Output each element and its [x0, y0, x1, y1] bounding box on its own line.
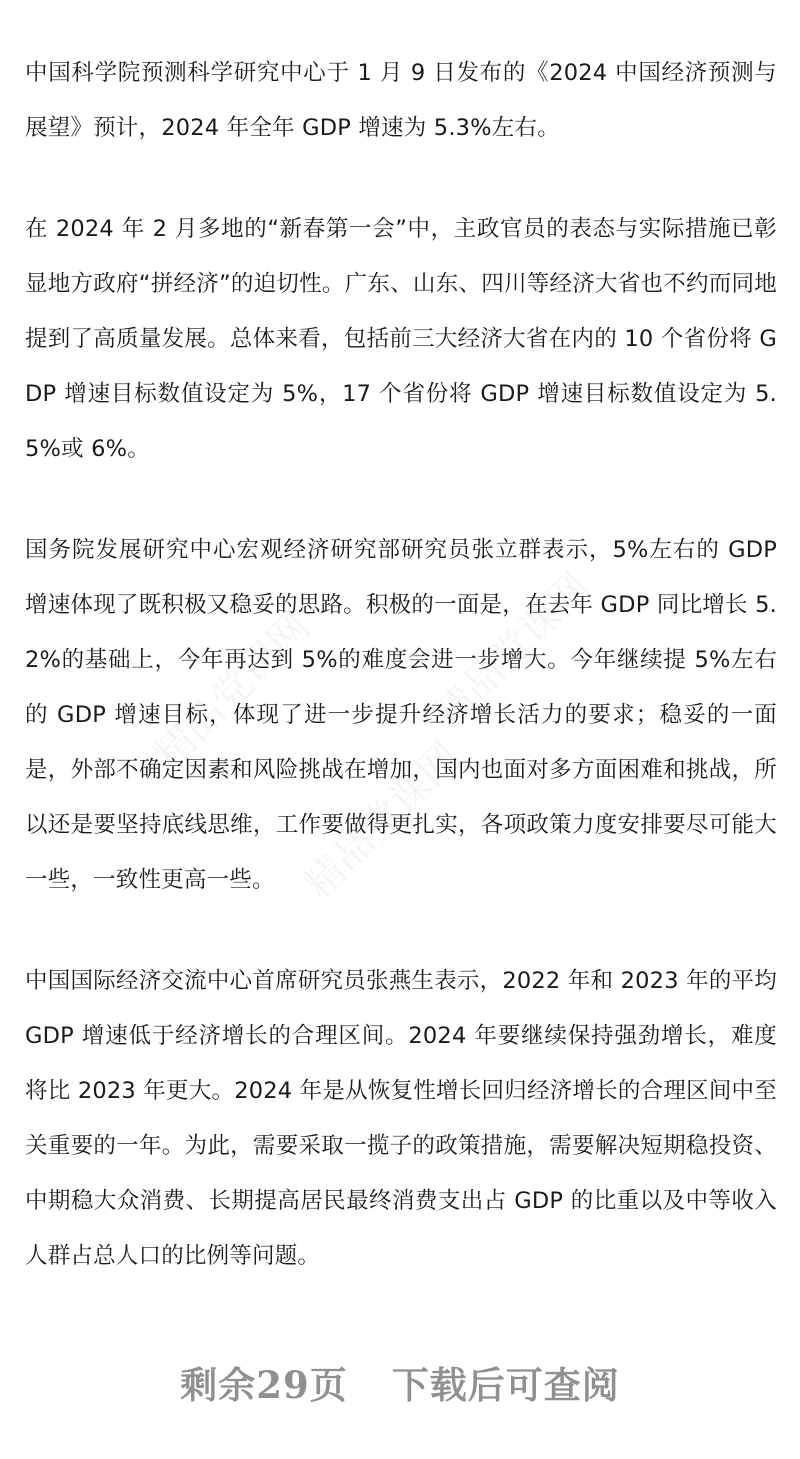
download-to-read-label[interactable]: 下载后可查阅 [391, 1363, 620, 1407]
paragraph-4: 中国国际经济交流中心首席研究员张燕生表示，2022 年和 2023 年的平均 GDP 增速低于经济增长的合理区间。2024 年要继续保持强劲增长，难度将比 2023 年更大。2024 年是从恢复性增长回归经济增长的合理区间中至关重要的一年。为此，需要采取一揽子的政策措施，需要解决短期稳投资、中期稳大众消费、长期提高居民最终消费支出占 GDP 的比重以及中等收入人群占总人口的比例等问题。 [25, 968, 777, 1269]
paragraph-1: 中国科学院预测科学研究中心于 1 月 9 日发布的《2024 中国经济预测与展望》预计，2024 年全年 GDP 增速为 5.3%左右。 [25, 60, 777, 141]
remaining-pages-label[interactable]: 剩余29页 [180, 1363, 348, 1407]
paragraph-3: 国务院发展研究中心宏观经济研究部研究员张立群表示，5%左右的 GDP 增速体现了既积极又稳妥的思路。积极的一面是，在去年 GDP 同比增长 5.2%的基础上，今年再达到 5%的难度会进一步增大。今年继续提 5%左右的 GDP 增速目标，体现了进一步提升经济增长活力的要求；稳妥的一面是，外部不确定因素和风险挑战在增加，国内也面对多方面困难和挑战，所以还是要坚持底线思维，工作要做得更扎实，各项政策力度安排要尽可能大一些，一致性更高一些。 [25, 537, 777, 893]
document-body [25, 46, 777, 1330]
paragraph-2: 在 2024 年 2 月多地的“新春第一会”中，主政官员的表态与实际措施已彰显地方政府“拼经济”的迫切性。广东、山东、四川等经济大省也不约而同地提到了高质量发展。总体来看，包括前三大经济大省在内的 10 个省份将 GDP 增速目标数值设定为 5%，17 个省份将 GDP 增速目标数值设定为 5.5%或 6%。 [25, 216, 777, 462]
download-prompt[interactable] [0, 1350, 800, 1414]
